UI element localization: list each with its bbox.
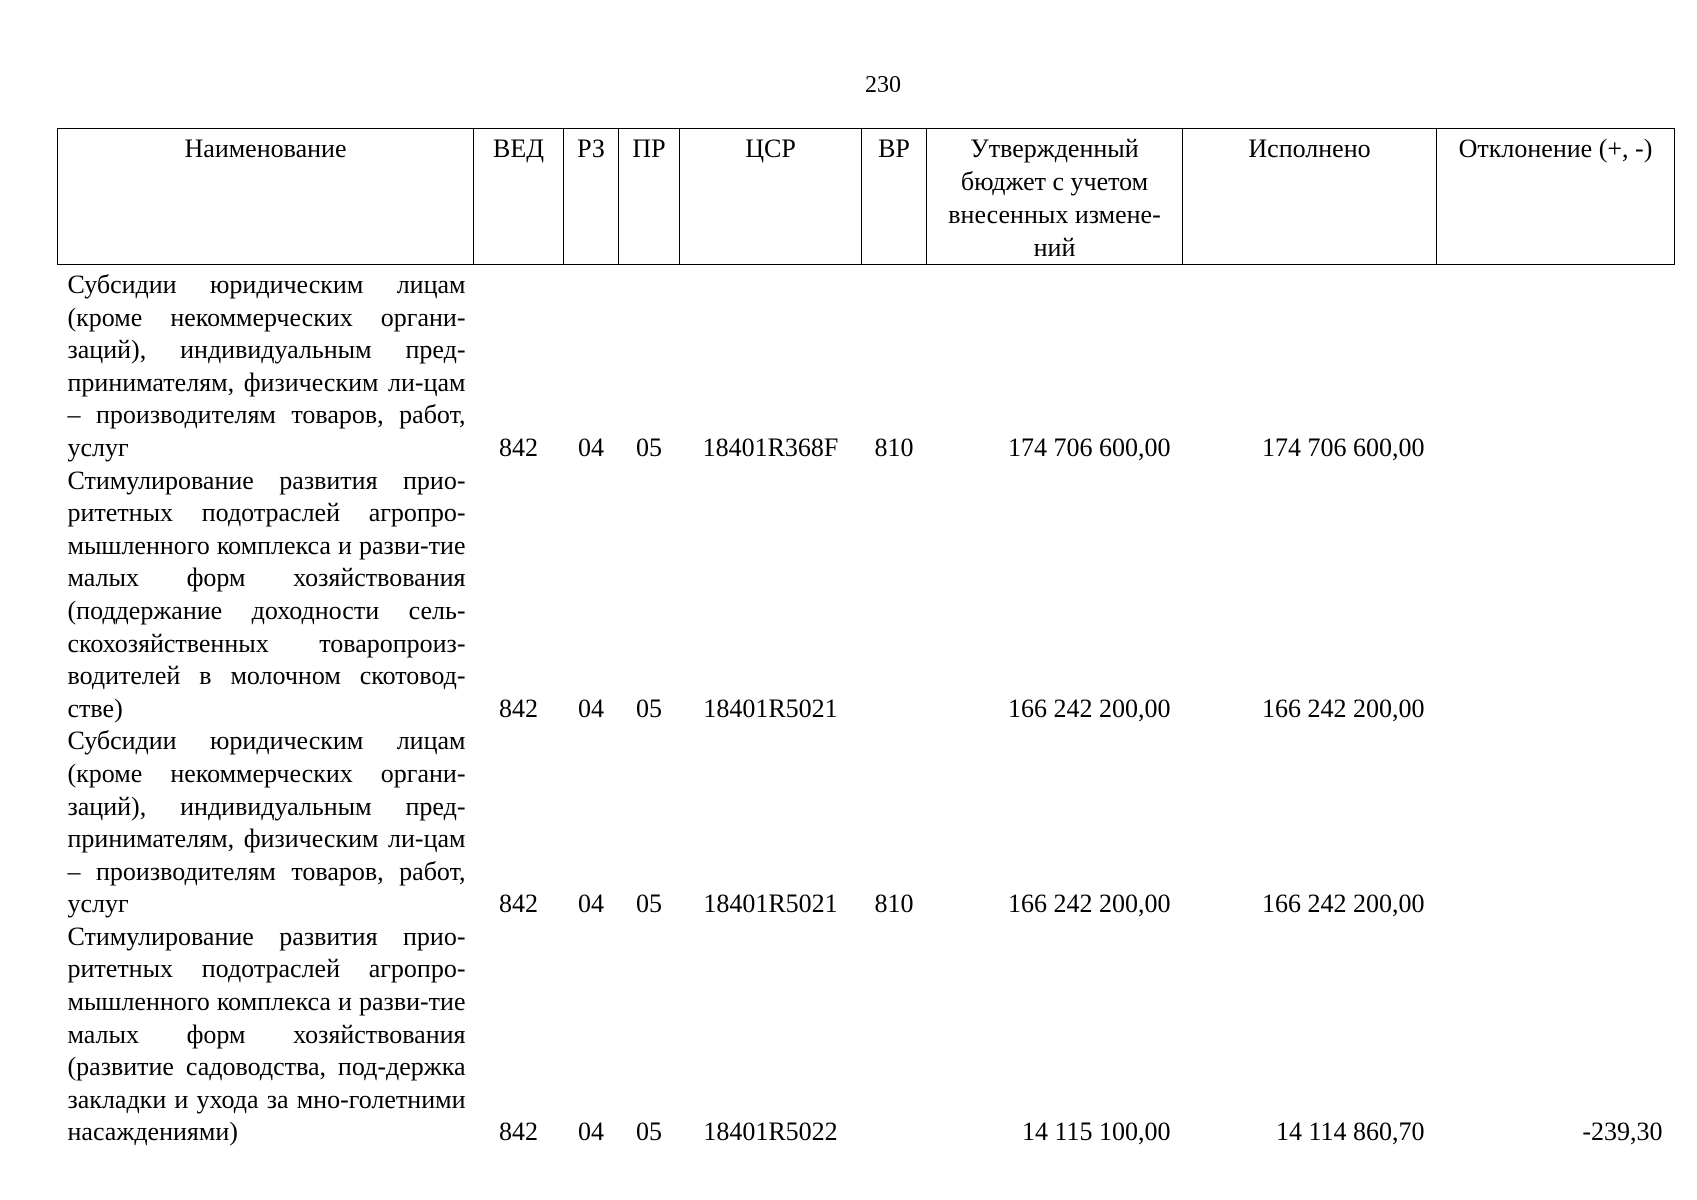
- cell-rz: 04: [578, 1117, 604, 1147]
- cell-vr: [862, 921, 927, 1149]
- cell-vr: [862, 465, 927, 726]
- cell-rz: 04: [578, 889, 604, 919]
- cell-rz: 04: [578, 693, 604, 723]
- cell-executed: 166 242 200,00: [1262, 889, 1425, 919]
- cell-deviation: [1437, 465, 1675, 726]
- cell-pr: 05: [636, 1117, 662, 1147]
- cell-vr: 810: [874, 889, 914, 919]
- header-name: Наименование: [58, 129, 474, 265]
- table-row: [58, 269, 1675, 465]
- cell-pr: 05: [636, 693, 662, 723]
- cell-approved: 174 706 600,00: [1008, 432, 1171, 462]
- table-row: [58, 725, 1675, 921]
- budget-table: [57, 128, 1675, 1149]
- cell-executed: 166 242 200,00: [1262, 693, 1425, 723]
- header-pr: ПР: [619, 129, 680, 265]
- cell-approved: 14 115 100,00: [1021, 1117, 1171, 1147]
- cell-approved: 166 242 200,00: [1008, 889, 1171, 919]
- header-csr: ЦСР: [680, 129, 862, 265]
- cell-csr: 18401R5022: [703, 1117, 838, 1147]
- cell-ved: 842: [499, 1117, 538, 1147]
- cell-pr: 05: [636, 432, 662, 462]
- cell-rz: 04: [578, 432, 604, 462]
- table-row: [58, 921, 1675, 1149]
- cell-ved: 842: [499, 693, 538, 723]
- header-ved: ВЕД: [474, 129, 564, 265]
- cell-deviation: [1437, 725, 1675, 921]
- cell-name: Субсидии юридическим лицам (кроме некоммерческих органи-заций), индивидуальным пред-принимателям, физическим ли-цам – производителям товаров, работ, услуг: [67, 270, 466, 462]
- header-vr: ВР: [862, 129, 927, 265]
- table-header-row: [58, 129, 1675, 265]
- cell-approved: 166 242 200,00: [1008, 693, 1171, 723]
- header-rz: РЗ: [564, 129, 619, 265]
- page-number: 230: [865, 72, 901, 98]
- cell-csr: 18401R5021: [703, 889, 838, 919]
- cell-csr: 18401R5021: [703, 693, 838, 723]
- table-row: [58, 465, 1675, 726]
- header-executed: Исполнено: [1183, 129, 1437, 265]
- cell-executed: 174 706 600,00: [1262, 432, 1425, 462]
- cell-csr: 18401R368F: [702, 432, 839, 462]
- cell-deviation: [1437, 269, 1675, 465]
- header-approved: Утвержденный бюджет с учетом внесенных измене-ний: [927, 129, 1183, 265]
- cell-ved: 842: [499, 432, 538, 462]
- cell-deviation: -239,30: [1582, 1117, 1663, 1147]
- cell-ved: 842: [499, 889, 538, 919]
- cell-name: Субсидии юридическим лицам (кроме некоммерческих органи-заций), индивидуальным пред-принимателям, физическим ли-цам – производителям товаров, работ, услуг: [67, 726, 466, 919]
- cell-vr: 810: [874, 432, 914, 462]
- cell-name: Стимулирование развития прио-ритетных подотраслей агропро-мышленного комплекса и разви-тие малых форм хозяйствования (поддержание доходности сель-скохозяйственных товаропроиз-водителей в молочном скотовод-стве): [67, 465, 466, 723]
- cell-pr: 05: [636, 889, 662, 919]
- cell-executed: 14 114 860,70: [1275, 1117, 1425, 1147]
- cell-name: Стимулирование развития прио-ритетных подотраслей агропро-мышленного комплекса и разви-тие малых форм хозяйствования (развитие садоводства, под-держка закладки и ухода за мно-голетними насаждениями): [67, 921, 466, 1147]
- header-deviation: Отклонение (+, -): [1437, 129, 1675, 265]
